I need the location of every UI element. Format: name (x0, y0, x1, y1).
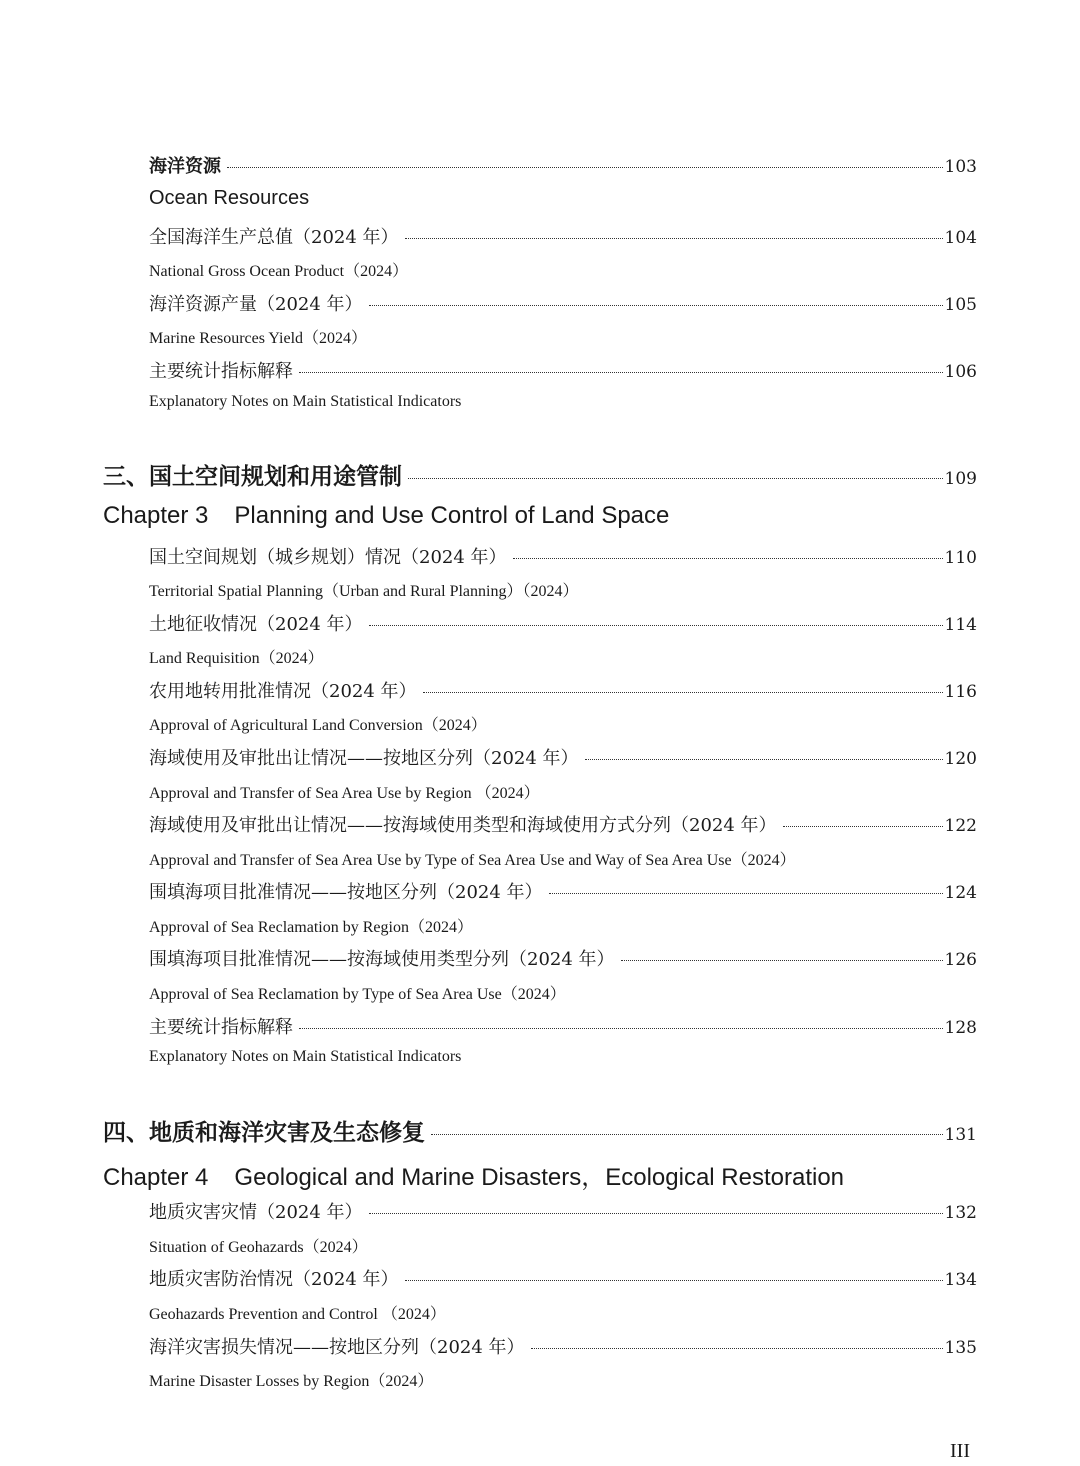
page-number: 122 (944, 816, 977, 836)
chapter-number: Chapter 4 (103, 1164, 209, 1191)
chapter-3-heading[interactable] (103, 458, 977, 491)
page-number: 114 (944, 615, 977, 635)
toc-entry-ocean-resources[interactable] (149, 152, 977, 178)
entry-title-en: National Gross Ocean Product（2024） (149, 263, 409, 280)
entry-title-cn: 主要统计指标解释 (149, 1017, 293, 1038)
entry-title-cn: 海域使用及审批出让情况——按地区分列（2024 年） (149, 748, 579, 769)
toc-entry[interactable] (149, 223, 977, 249)
entry-title-en: Territorial Spatial Planning（Urban and Rural Planning）（2024） (149, 583, 579, 600)
toc-entry[interactable] (149, 1333, 977, 1359)
toc-entry[interactable] (149, 1013, 977, 1039)
page-number: 116 (944, 682, 977, 702)
toc-entry[interactable] (149, 1265, 977, 1291)
entry-title-en: Marine Disaster Losses by Region（2024） (149, 1373, 434, 1390)
entry-title-en: Explanatory Notes on Main Statistical Indicators (149, 393, 462, 410)
entry-title-en: Marine Resources Yield（2024） (149, 330, 368, 347)
entry-title-cn: 主要统计指标解释 (149, 361, 293, 382)
leader-dots (513, 558, 943, 559)
page-number: 106 (944, 362, 977, 382)
toc-entry[interactable] (149, 878, 977, 904)
toc-entry[interactable] (149, 357, 977, 383)
leader-dots (369, 305, 943, 306)
entry-title-cn: 海洋资源产量（2024 年） (149, 294, 363, 315)
page-number: 109 (944, 469, 977, 489)
entry-title-cn: 海洋资源 (149, 156, 221, 177)
toc-entry[interactable] (149, 1198, 977, 1224)
entry-title-en: Land Requisition（2024） (149, 650, 324, 667)
chapter-title-en: Geological and Marine Disasters，Ecological Restoration (234, 1164, 845, 1191)
entry-title-cn: 全国海洋生产总值（2024 年） (149, 227, 399, 248)
entry-title-cn: 海域使用及审批出让情况——按海域使用类型和海域使用方式分列（2024 年） (149, 815, 777, 836)
entry-title-en: Approval of Sea Reclamation by Region（2024） (149, 919, 473, 936)
leader-dots (549, 893, 943, 894)
entry-title-cn: 地质灾害灾情（2024 年） (149, 1202, 363, 1223)
toc-entry[interactable] (149, 744, 977, 770)
chapter-title-cn: 三、国土空间规划和用途管制 (103, 464, 402, 490)
page-number: 135 (944, 1338, 977, 1358)
page-number: 128 (944, 1018, 977, 1038)
page-number: 103 (944, 157, 977, 177)
leader-dots (299, 372, 943, 373)
entry-title-en: Situation of Geohazards（2024） (149, 1239, 368, 1256)
leader-dots (423, 692, 943, 693)
leader-dots (531, 1348, 943, 1349)
entry-title-en: Ocean Resources (149, 187, 310, 209)
page-number: 132 (944, 1203, 977, 1223)
entry-title-cn: 地质灾害防治情况（2024 年） (149, 1269, 399, 1290)
chapter-title-cn: 四、地质和海洋灾害及生态修复 (103, 1120, 425, 1146)
entry-title-cn: 国土空间规划（城乡规划）情况（2024 年） (149, 547, 507, 568)
entry-title-en: Approval of Agricultural Land Conversion（2024） (149, 717, 487, 734)
page-number: 105 (944, 295, 977, 315)
toc-entry[interactable] (149, 945, 977, 971)
toc-entry[interactable] (149, 677, 977, 703)
page-number: 110 (944, 548, 977, 568)
toc-entry[interactable] (149, 610, 977, 636)
leader-dots (227, 167, 943, 168)
chapter-4-title-en (103, 1157, 844, 1192)
leader-dots (431, 1134, 943, 1135)
leader-dots (408, 478, 943, 479)
chapter-4-heading[interactable] (103, 1114, 977, 1147)
page-number: 131 (944, 1125, 977, 1145)
leader-dots (621, 960, 943, 961)
page-number: 124 (944, 883, 977, 903)
leader-dots (369, 1213, 943, 1214)
toc-entry[interactable] (149, 543, 977, 569)
leader-dots (783, 826, 943, 827)
leader-dots (299, 1028, 943, 1029)
page-number: 104 (944, 228, 977, 248)
chapter-title-en: Planning and Use Control of Land Space (234, 502, 670, 529)
leader-dots (369, 625, 943, 626)
page-number: 134 (944, 1270, 977, 1290)
toc-entry[interactable] (149, 811, 977, 837)
leader-dots (405, 238, 943, 239)
entry-title-cn: 围填海项目批准情况——按海域使用类型分列（2024 年） (149, 949, 615, 970)
page-folio: III (950, 1440, 970, 1462)
entry-title-en: Geohazards Prevention and Control （2024） (149, 1306, 446, 1323)
entry-title-cn: 土地征收情况（2024 年） (149, 614, 363, 635)
entry-title-en: Approval and Transfer of Sea Area Use by Type of Sea Area Use and Way of Sea Area Use（2024） (149, 852, 796, 869)
entry-title-en: Explanatory Notes on Main Statistical Indicators (149, 1048, 462, 1065)
toc-entry[interactable] (149, 290, 977, 316)
chapter-3-title-en (103, 502, 669, 530)
leader-dots (585, 759, 943, 760)
entry-title-en: Approval and Transfer of Sea Area Use by Region （2024） (149, 785, 540, 802)
entry-title-cn: 围填海项目批准情况——按地区分列（2024 年） (149, 882, 543, 903)
chapter-number: Chapter 3 (103, 502, 209, 529)
entry-title-cn: 农用地转用批准情况（2024 年） (149, 681, 417, 702)
leader-dots (405, 1280, 943, 1281)
page-number: 120 (944, 749, 977, 769)
entry-title-en: Approval of Sea Reclamation by Type of Sea Area Use（2024） (149, 986, 566, 1003)
entry-title-cn: 海洋灾害损失情况——按地区分列（2024 年） (149, 1337, 525, 1358)
page-number: 126 (944, 950, 977, 970)
